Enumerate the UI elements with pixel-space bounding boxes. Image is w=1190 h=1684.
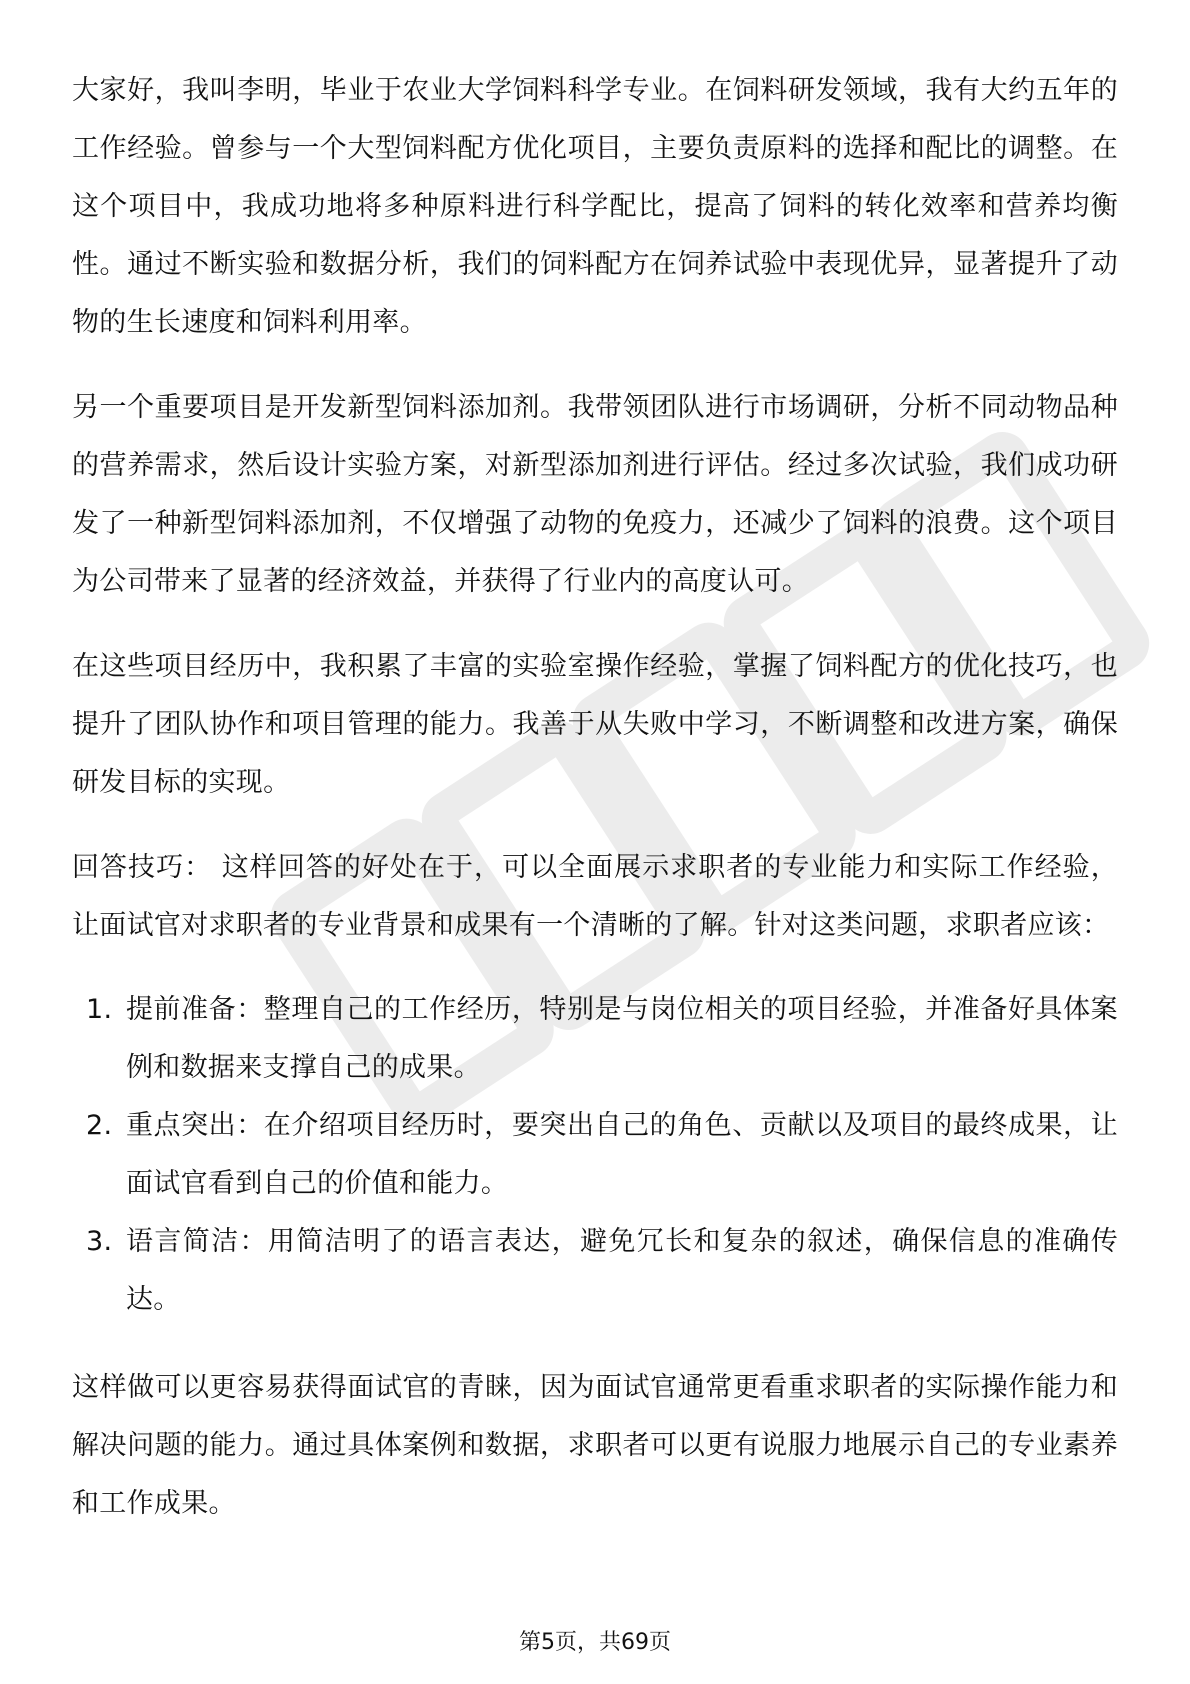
list-item-number: 2.: [86, 1110, 113, 1141]
list-item-number: 3.: [86, 1226, 113, 1257]
list-item: [72, 1213, 1118, 1329]
paragraph-experience-summary: 在这些项目经历中，我积累了丰富的实验室操作经验，掌握了饲料配方的优化技巧，也提升了团队协作和项目管理的能力。我善于从失败中学习，不断调整和改进方案，确保研发目标的实现。: [72, 651, 1118, 798]
paragraph-closing: 这样做可以更容易获得面试官的青睐，因为面试官通常更看重求职者的实际操作能力和解决问题的能力。通过具体案例和数据，求职者可以更有说服力地展示自己的专业素养和工作成果。: [72, 1372, 1118, 1519]
list-item: [72, 981, 1118, 1097]
paragraph-additive-project: 另一个重要项目是开发新型饲料添加剂。我带领团队进行市场调研，分析不同动物品种的营养需求，然后设计实验方案，对新型添加剂进行评估。经过多次试验，我们成功研发了一种新型饲料添加剂，不仅增强了动物的免疫力，还减少了饲料的浪费。这个项目为公司带来了显著的经济效益，并获得了行业内的高度认可。: [72, 392, 1118, 597]
tips-list: [72, 981, 1118, 1329]
list-item-text: 提前准备：整理自己的工作经历，特别是与岗位相关的项目经验，并准备好具体案例和数据来支撑自己的成果。: [126, 994, 1118, 1083]
list-item-text: 重点突出：在介绍项目经历时，要突出自己的角色、贡献以及项目的最终成果，让面试官看到自己的价值和能力。: [126, 1110, 1118, 1199]
list-item-text: 语言简洁：用简洁明了的语言表达，避免冗长和复杂的叙述，确保信息的准确传达。: [126, 1226, 1118, 1315]
list-item: [72, 1097, 1118, 1213]
paragraph-intro: 大家好，我叫李明，毕业于农业大学饲料科学专业。在饲料研发领域，我有大约五年的工作经验。曾参与一个大型饲料配方优化项目，主要负责原料的选择和配比的调整。在这个项目中，我成功地将多种原料进行科学配比，提高了饲料的转化效率和营养均衡性。通过不断实验和数据分析，我们的饲料配方在饲养试验中表现优异，显著提升了动物的生长速度和饲料利用率。: [72, 75, 1118, 338]
page-number-footer: 第5页，共69页: [519, 1630, 671, 1655]
paragraph-answer-tips: 回答技巧： 这样回答的好处在于，可以全面展示求职者的专业能力和实际工作经验，让面试官对求职者的专业背景和成果有一个清晰的了解。针对这类问题，求职者应该：: [72, 852, 1118, 941]
document-body: [72, 62, 1118, 1533]
list-item-number: 1.: [86, 994, 113, 1025]
